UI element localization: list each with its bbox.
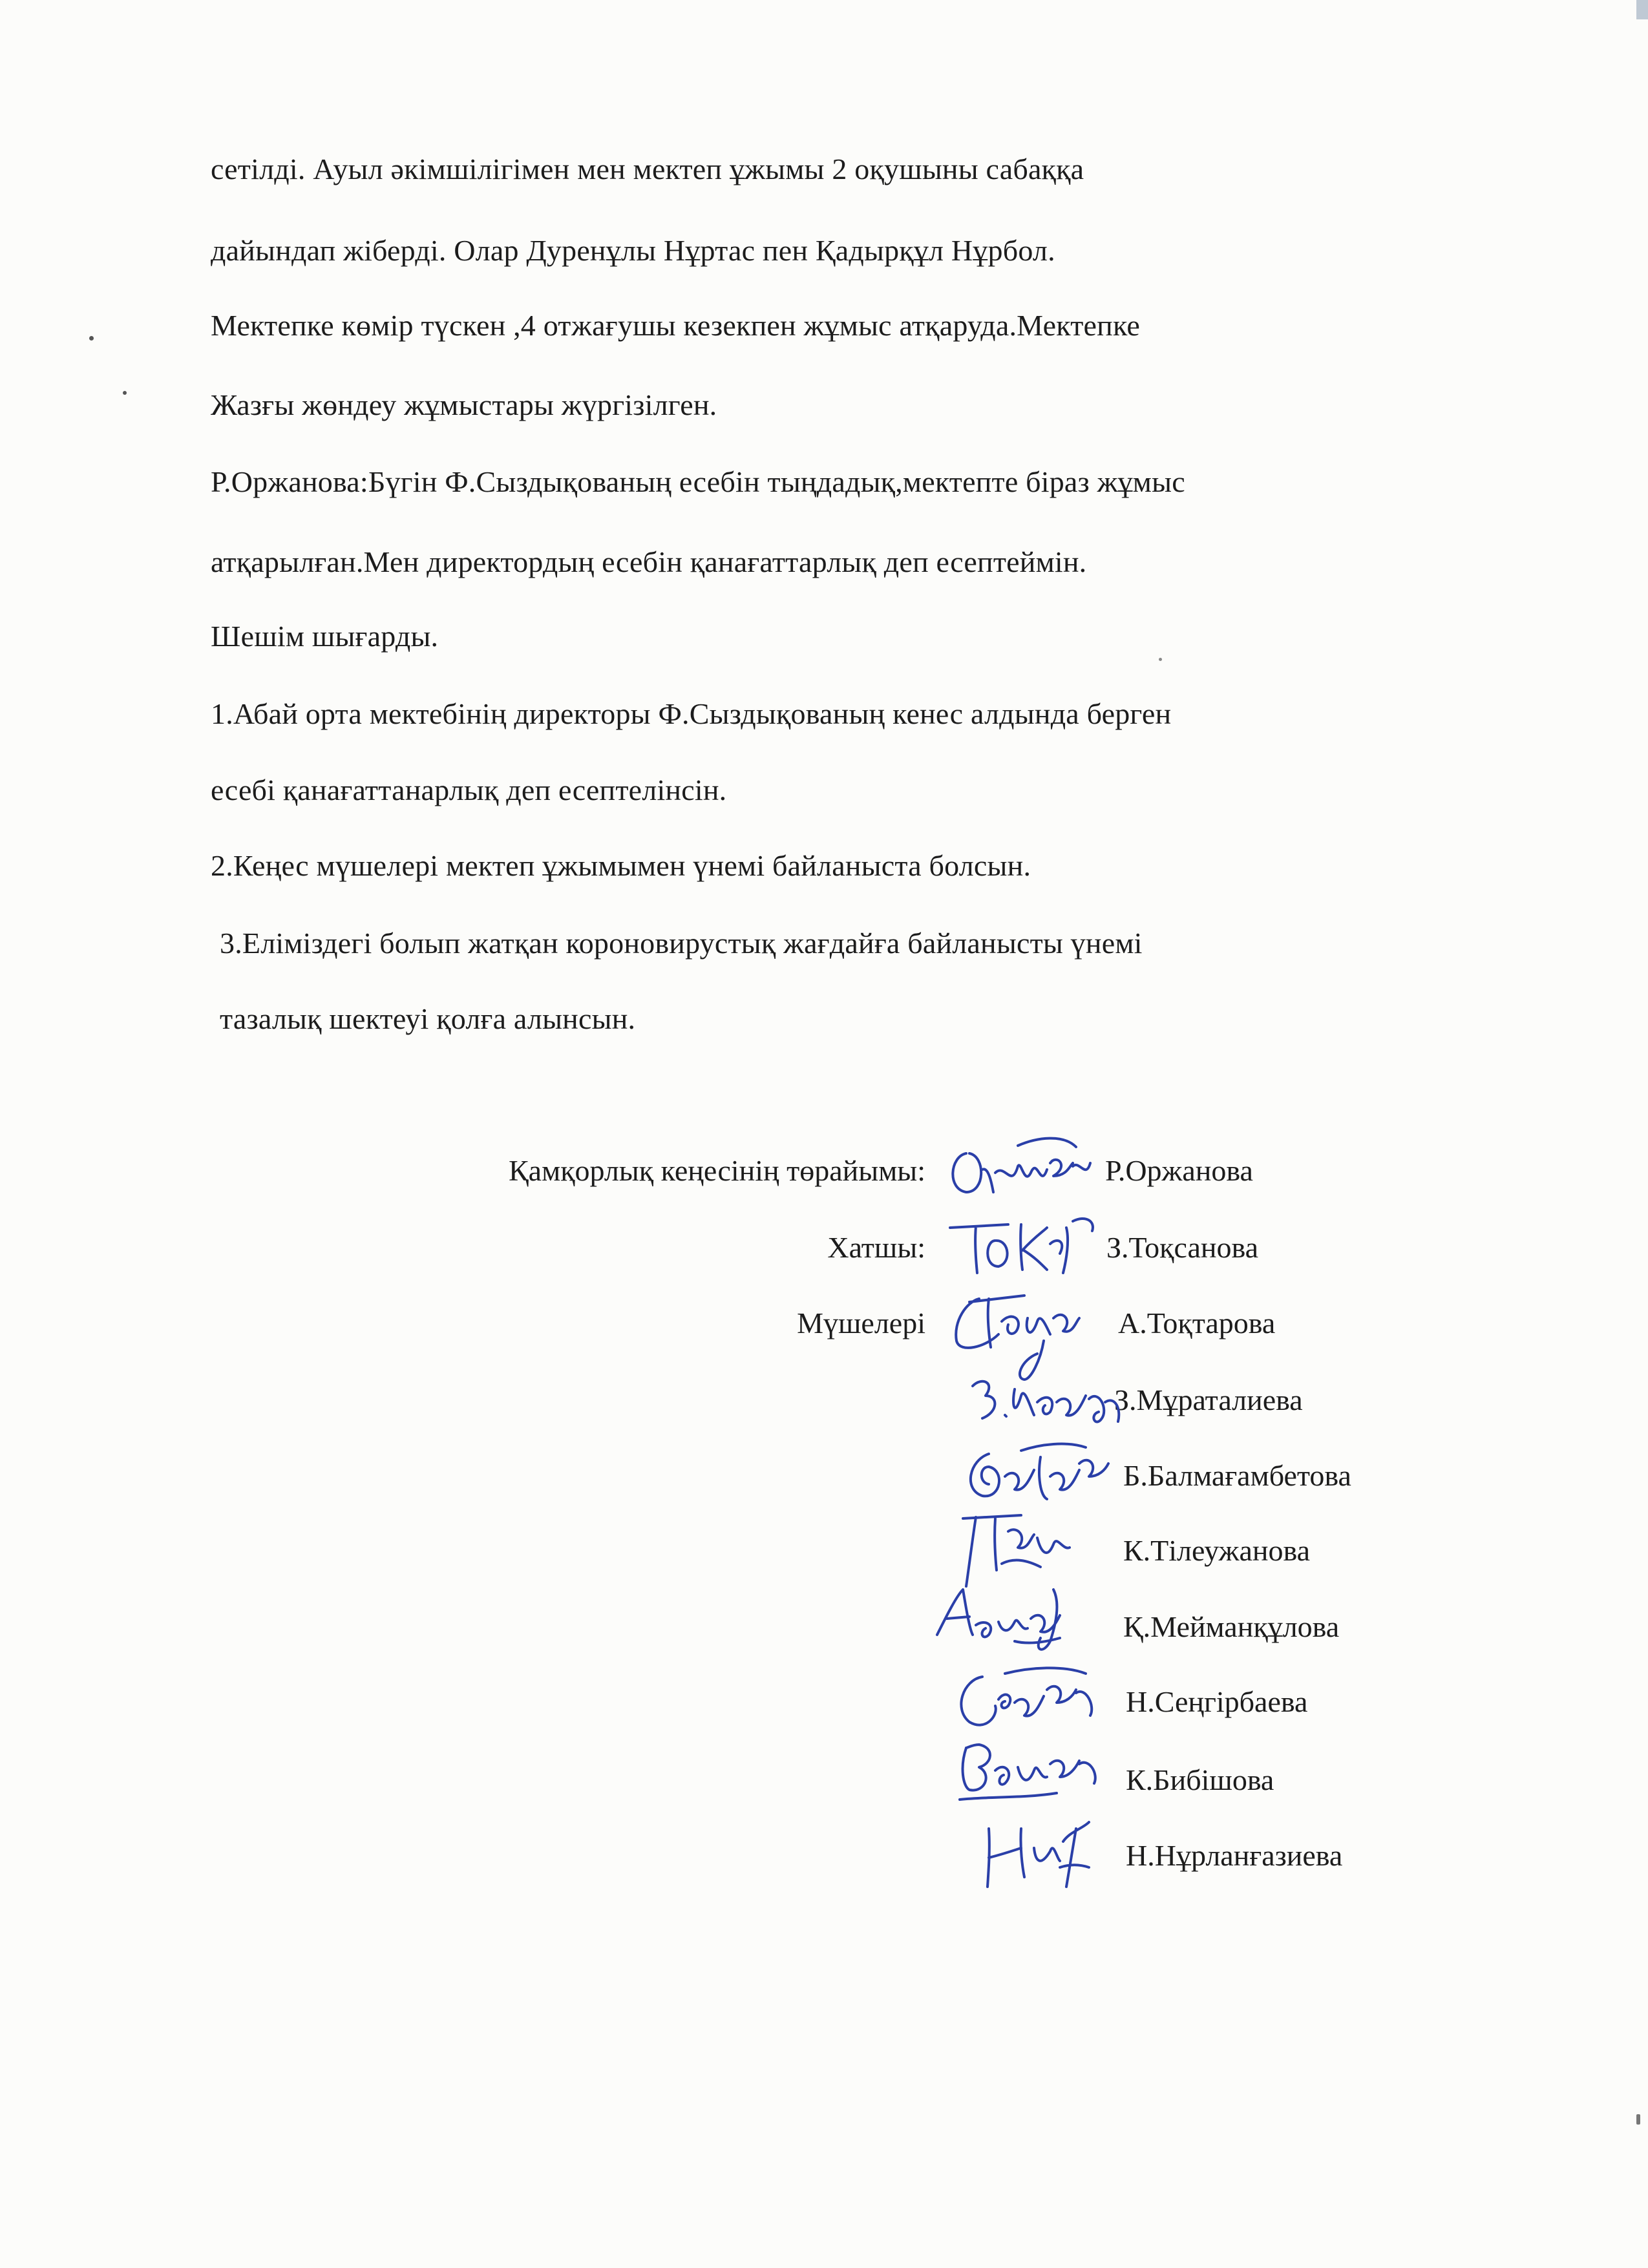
scan-speck: [89, 336, 94, 341]
secretary-label: Хатшы:: [827, 1231, 925, 1264]
signatory-name: Н.Нұрланғазиева: [1126, 1839, 1343, 1872]
body-line-2: дайындап жіберді. Олар Дуренұлы Нұртас пен Қадырқұл Нұрбол.: [211, 234, 1055, 267]
decision-heading: Шешім шығарды.: [211, 620, 439, 653]
scan-speck: [1159, 658, 1162, 661]
signature-member-7: [940, 1728, 1115, 1812]
body-line-6: атқарылған.Мен директордың есебін қанағаттарлық деп есептеймін.: [211, 545, 1087, 578]
members-label: Мүшелері: [797, 1307, 925, 1339]
signatory-name: Б.Балмағамбетова: [1123, 1459, 1351, 1492]
body-line-5: Р.Оржанова:Бүгін Ф.Сыздықованың есебін тыңдадық,мектепте біраз жұмыс: [211, 465, 1185, 498]
signatory-name: Н.Сеңгірбаева: [1126, 1685, 1308, 1718]
body-line-4: Жазғы жөндеу жұмыстары жүргізілген.: [211, 388, 717, 421]
decision-item-1-line-2: есебі қанағаттанарлық деп есептелінсін.: [211, 773, 727, 806]
scan-edge-mark: [1636, 0, 1648, 19]
signatory-name: А.Тоқтарова: [1118, 1307, 1276, 1339]
signatory-name: К.Бибішова: [1126, 1763, 1274, 1796]
signatory-name: К.Тілеужанова: [1123, 1534, 1311, 1567]
scan-speck: [1636, 2114, 1640, 2125]
signature-secretary: [937, 1202, 1105, 1286]
body-line-1: сетілді. Ауыл әкімшілігімен мен мектеп ұжымы 2 оқушыны сабаққа: [211, 152, 1084, 185]
signatory-name: Қ.Мейманқұлова: [1123, 1610, 1340, 1643]
decision-item-3-line-1: 3.Еліміздегі болып жатқан короновирустық жағдайға байланысты үнемі: [220, 927, 1143, 960]
signature-chair: [940, 1128, 1102, 1205]
decision-item-1-line-1: 1.Абай орта мектебінің директоры Ф.Сыздықованың кенес алдында берген: [211, 697, 1172, 730]
signatory-name: З.Тоқсанова: [1106, 1231, 1259, 1264]
decision-item-3-line-2: тазалық шектеуі қолға алынсын.: [220, 1002, 636, 1035]
signatory-name: З.Мұраталиева: [1114, 1383, 1303, 1416]
signature-member-5: [924, 1570, 1099, 1661]
chair-label: Қамқорлық кеңесінің төрайымы:: [508, 1154, 925, 1187]
scan-speck: [123, 391, 127, 395]
signatory-name: Р.Оржанова: [1105, 1154, 1253, 1187]
signature-member-8: [963, 1803, 1112, 1900]
body-line-3: Мектепке көмір түскен ,4 отжағушы кезекпен жұмыс атқаруда.Мектепке: [211, 309, 1140, 342]
decision-item-2: 2.Кеңес мүшелері мектеп ұжымымен үнемі байланыста болсын.: [211, 849, 1031, 882]
